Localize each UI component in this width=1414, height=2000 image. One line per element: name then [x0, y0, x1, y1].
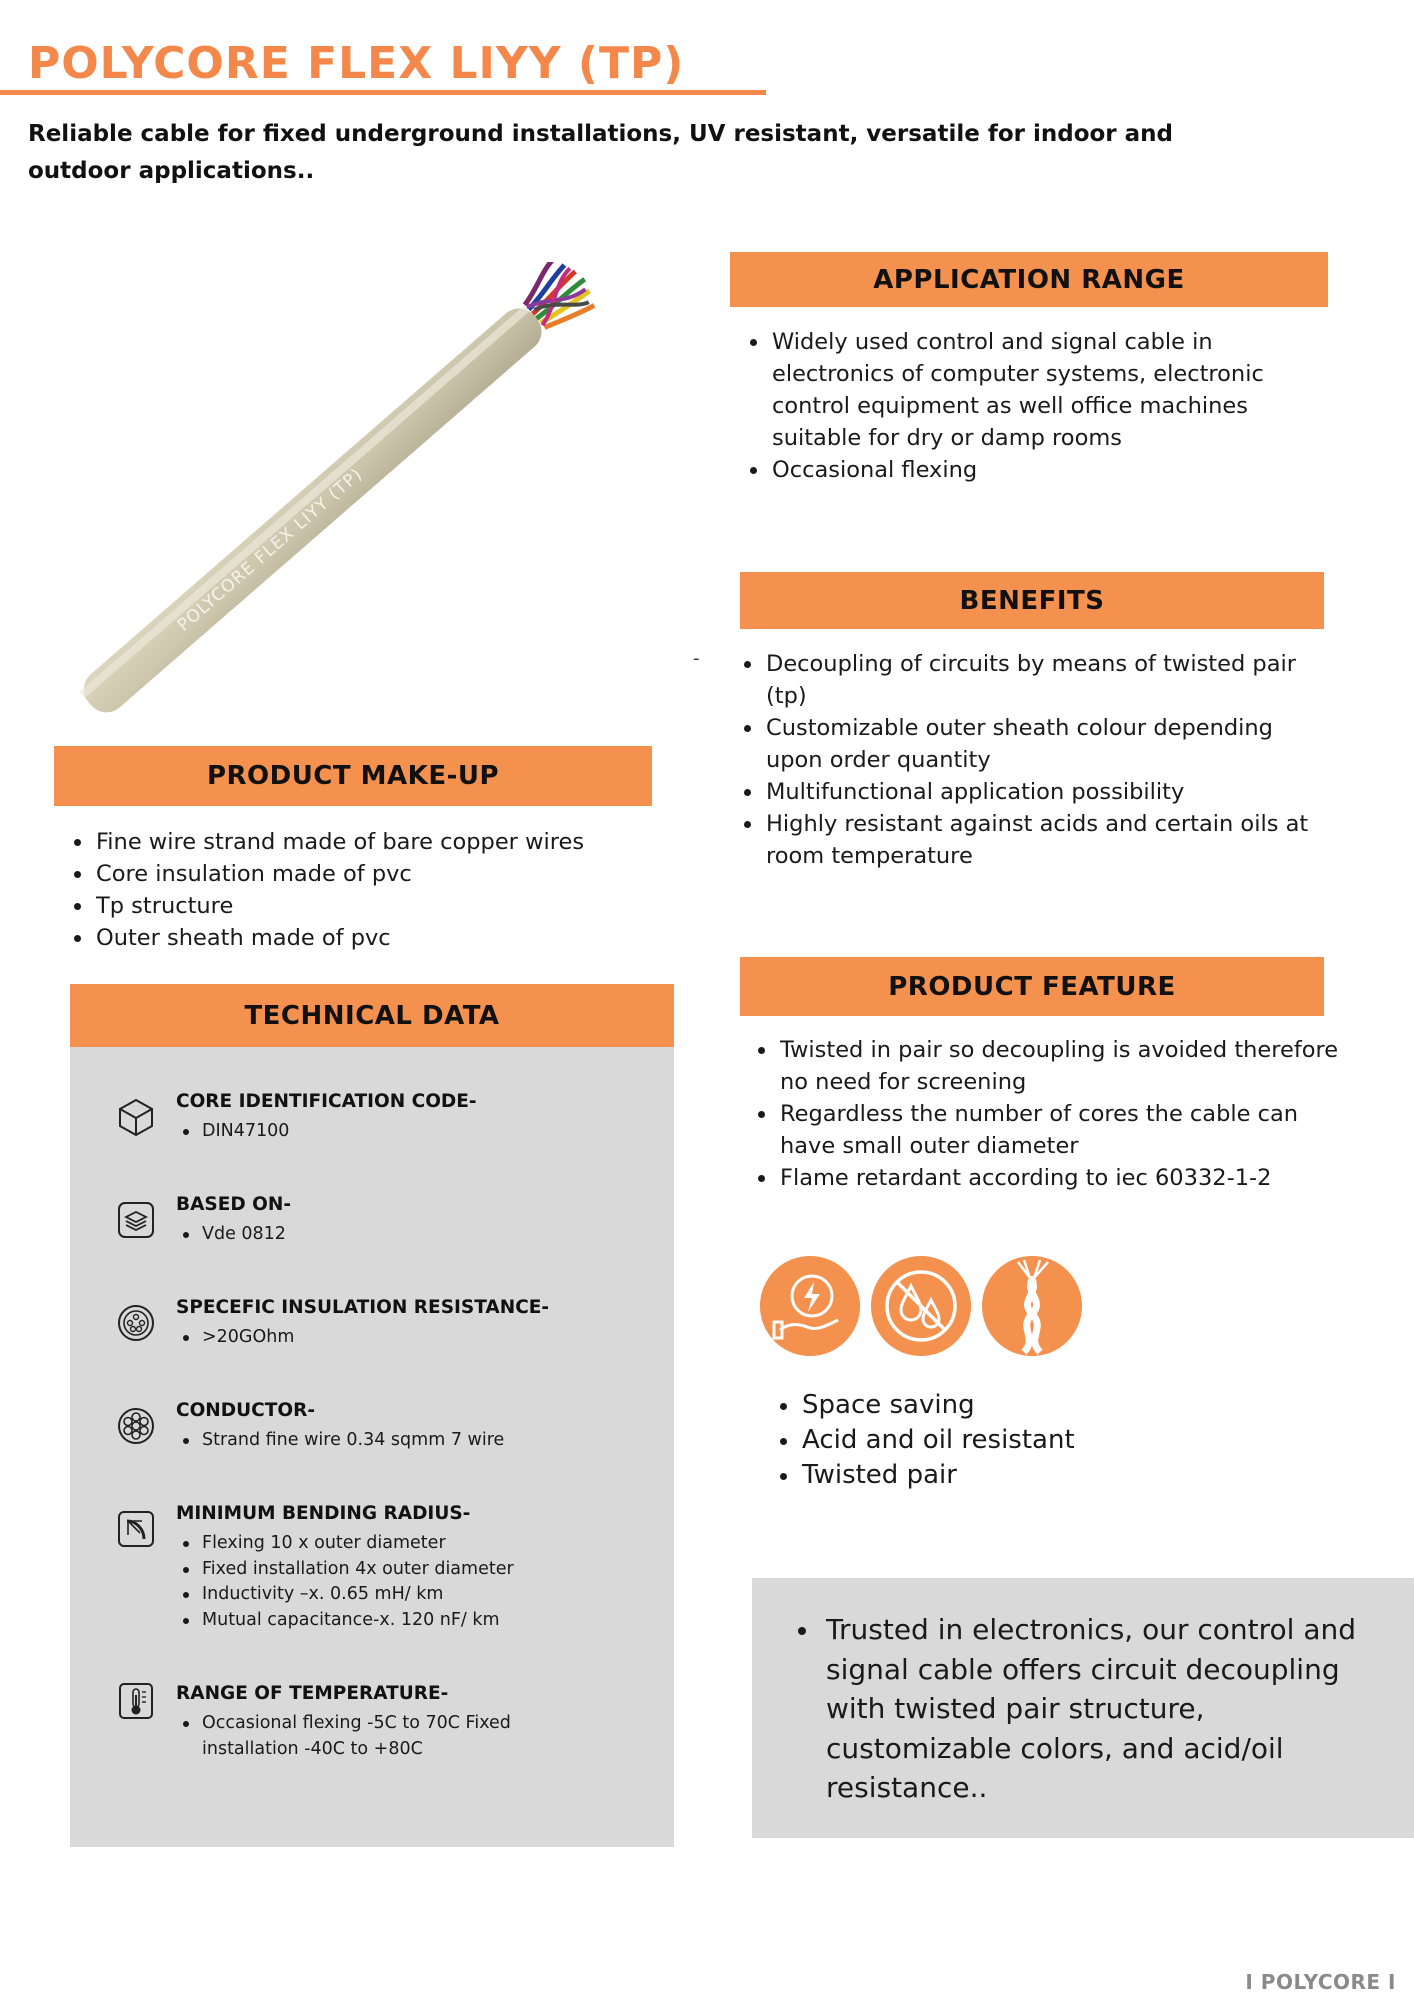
application-range-heading: APPLICATION RANGE [730, 252, 1328, 307]
technical-data-heading: TECHNICAL DATA [70, 984, 674, 1047]
product-feature-heading: PRODUCT FEATURE [740, 957, 1324, 1016]
list-item: Tp structure [68, 890, 668, 922]
title-underline [0, 90, 766, 95]
stray-dash: - [693, 648, 700, 669]
list-item: Twisted in pair so decoupling is avoided therefore no need for screening [752, 1034, 1352, 1098]
tech-values [176, 1711, 576, 1762]
conductor-strands-icon [116, 1406, 156, 1446]
no-acid-oil-icon [871, 1256, 971, 1356]
electric-hand-icon [760, 1256, 860, 1356]
tech-value: Mutual capacitance-x. 120 nF/ km [176, 1608, 514, 1634]
tech-value: Vde 0812 [176, 1222, 286, 1248]
tech-value: Fixed installation 4x outer diameter [176, 1557, 514, 1583]
list-item: Acid and oil resistant [774, 1423, 1174, 1458]
twisted-pair-icon [982, 1256, 1082, 1356]
list-item: Flame retardant according to iec 60332-1-2 [752, 1162, 1352, 1194]
layers-icon [116, 1200, 156, 1240]
summary-text: Trusted in electronics, our control and signal cable offers circuit decoupling with twisted pair structure, customizable colors, and acid/oil resistance.. [792, 1610, 1392, 1808]
list-item: Outer sheath made of pvc [68, 922, 668, 954]
list-item: Space saving [774, 1388, 1174, 1423]
footer-brand: I POLYCORE I [1245, 1970, 1396, 1994]
bend-radius-icon [116, 1509, 156, 1549]
tech-value: DIN47100 [176, 1119, 289, 1145]
list-item: Multifunctional application possibility [738, 776, 1328, 808]
list-item: Regardless the number of cores the cable can have small outer diameter [752, 1098, 1352, 1162]
list-item: Fine wire strand made of bare copper wires [68, 826, 668, 858]
tech-value: Strand fine wire 0.34 sqmm 7 wire [176, 1428, 504, 1454]
list-item: Decoupling of circuits by means of twisted pair (tp) [738, 648, 1328, 712]
tech-values [176, 1325, 294, 1351]
tech-label: BASED ON- [176, 1194, 292, 1215]
tech-label: SPECEFIC INSULATION RESISTANCE- [176, 1297, 550, 1318]
cube-icon [116, 1097, 156, 1137]
list-item: Occasional flexing [744, 454, 1284, 486]
feature-list [774, 1388, 1174, 1493]
tech-values [176, 1428, 504, 1454]
page-subtitle: Reliable cable for fixed underground installations, UV resistant, versatile for indoor and outdoor applications.. [28, 121, 1174, 184]
cable-print-text: POLYCORE FLEX LIYY (TP) [173, 464, 367, 636]
benefits-heading: BENEFITS [740, 572, 1324, 629]
tech-value: >20GOhm [176, 1325, 294, 1351]
list-item: Highly resistant against acids and certain oils at room temperature [738, 808, 1328, 872]
benefits-list [738, 648, 1328, 872]
technical-data-panel [70, 1047, 674, 1847]
tech-value: Flexing 10 x outer diameter [176, 1531, 514, 1557]
summary-list [792, 1610, 1392, 1808]
list-item: Customizable outer sheath colour depending upon order quantity [738, 712, 1328, 776]
thermometer-icon [116, 1681, 156, 1721]
product-feature-list [752, 1034, 1352, 1194]
product-makeup-heading: PRODUCT MAKE-UP [54, 746, 652, 806]
cable-cross-section-icon [116, 1303, 156, 1343]
list-item: Widely used control and signal cable in electronics of computer systems, electronic control equipment as well office machines suitable for dry or damp rooms [744, 326, 1284, 454]
tech-values [176, 1222, 286, 1248]
summary-box [752, 1578, 1414, 1838]
tech-value: Occasional flexing -5C to 70C Fixed installation -40C to +80C [176, 1711, 576, 1762]
tech-label: CONDUCTOR- [176, 1400, 316, 1421]
tech-label: MINIMUM BENDING RADIUS- [176, 1503, 471, 1524]
product-makeup-list [68, 826, 668, 954]
tech-label: RANGE OF TEMPERATURE- [176, 1683, 449, 1704]
tech-values [176, 1531, 514, 1633]
list-item: Twisted pair [774, 1458, 1174, 1493]
application-range-list [744, 326, 1284, 486]
list-item: Core insulation made of pvc [68, 858, 668, 890]
tech-value: Inductivity –x. 0.65 mH/ km [176, 1582, 514, 1608]
page-title: POLYCORE FLEX LIYY (TP) [28, 38, 685, 89]
tech-values [176, 1119, 289, 1145]
tech-label: CORE IDENTIFICATION CODE- [176, 1091, 477, 1112]
cable-image [60, 262, 680, 722]
